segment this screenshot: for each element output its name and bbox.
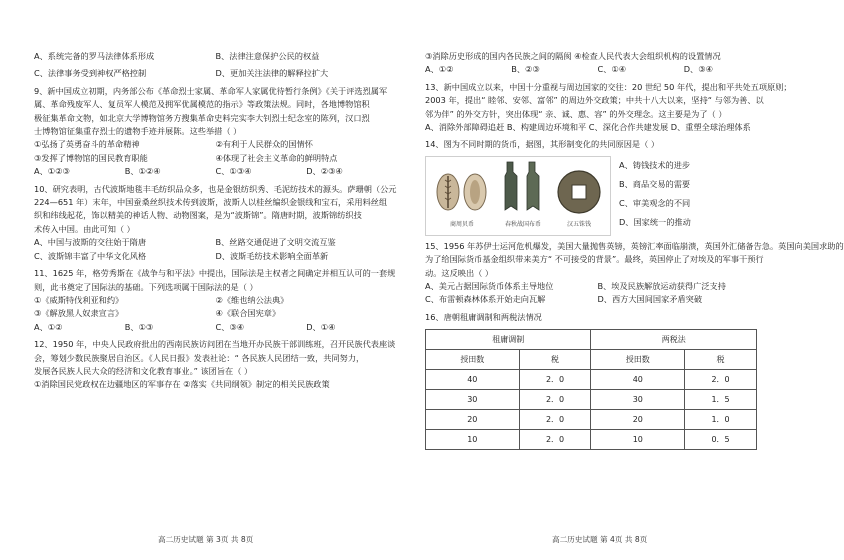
wuzhu-caption: 汉五铢钱 xyxy=(566,221,591,229)
q9-option-c: C、①③④ xyxy=(215,166,252,177)
q14-currency-figure xyxy=(425,156,611,236)
page-footer-right: 高二历史试题 第 4页 共 8页 xyxy=(552,535,648,544)
q11-option-d: D、①④ xyxy=(306,321,336,332)
q12-items: ①消除国民党政权在边疆地区的军事存在 ②落实《共同纲领》制定的相关民族政策 xyxy=(34,379,330,390)
q9-item-2: ②有利于人民群众的国情怀 xyxy=(215,139,313,150)
q11-item-1: ①《威斯特伐利亚和约》 xyxy=(34,294,124,305)
left-column xyxy=(34,50,397,392)
shell-currency-icon xyxy=(433,166,491,216)
q9-stem: 士博物馆征集重存烈士的遗物手迹并展陈。这些举措（ ） xyxy=(34,126,242,137)
q11-item-2: ②《维也纳公法典》 xyxy=(215,294,289,305)
table-cell: 40 xyxy=(426,370,520,390)
table-group-header xyxy=(426,330,757,350)
col-header: 授田数 xyxy=(426,350,520,370)
q11-options-row xyxy=(34,321,397,334)
q10-option-c: C、波斯锦丰富了中华文化风格 xyxy=(34,250,147,261)
q12-option-d: D、③④ xyxy=(683,64,713,75)
shell-caption: 商周贝币 xyxy=(449,221,474,229)
group-liangshuifa: 两税法 xyxy=(591,330,757,350)
wuzhu-coin xyxy=(555,168,603,231)
q12-stem: 发展各民族人民大众的经济和文化教育事业。” 该团旨在（ ） xyxy=(34,365,253,376)
q8-options-row xyxy=(34,50,397,63)
q8-option-d: D、更加关注法律的解释拉扩大 xyxy=(215,68,329,79)
q9-option-b: B、①②④ xyxy=(124,166,161,177)
q9-option-a: A、①②③ xyxy=(34,166,70,177)
spade-currency-icon xyxy=(497,158,549,216)
q11-items-row xyxy=(34,294,397,307)
q10-stem: 224—651 年）末年，中国蚕桑丝织技术传到波斯，波斯人以桂丝编织金银线和宝石，采用料丝组 xyxy=(34,197,388,208)
spade-caption: 春秋战国布币 xyxy=(504,221,541,229)
q8-option-a: A、系统完备的罗马法律体系形成 xyxy=(34,51,155,61)
q10-options-row xyxy=(34,250,397,263)
q9-stem: 9、新中国成立初期，内务部公布《革命烈士家属、革命军人家属优待暂行条例》《关于评选烈属军 xyxy=(34,85,388,96)
table-cell: 10 xyxy=(591,430,685,450)
q15-stem: 15、1956 年苏伊士运河危机爆发，美国大量抛售英镑，英镑汇率面临崩溃，英国外汇储备告急。英国向美国求助的 xyxy=(425,240,844,251)
q9-options-row xyxy=(34,165,397,178)
shell-coin xyxy=(433,166,491,231)
q13-stem: 邻为伴” 的外交方针，突出体现“ 亲、诚、惠、容” 的外交理念。这主要是为了（ ） xyxy=(425,108,727,119)
q11-items-row xyxy=(34,307,397,320)
q14-option-a: A、铸钱技术的进步 xyxy=(619,159,691,170)
q10-option-b: B、丝路交通促进了文明交流互鉴 xyxy=(215,237,336,248)
q9-item-4: ④体现了社会主义革命的鲜明特点 xyxy=(215,152,338,163)
q12-option-c: C、①④ xyxy=(597,64,627,75)
spade-coin xyxy=(497,158,549,231)
q8-option-b: B、法律注意保护公民的权益 xyxy=(215,51,320,61)
q11-option-b: B、①③ xyxy=(124,321,154,332)
q15-option-b: B、埃及民族解放运动获得广泛支持 xyxy=(597,281,726,292)
table-cell: 2．0 xyxy=(519,410,591,430)
q12-option-b: B、②③ xyxy=(511,64,540,75)
table-cell: 2．0 xyxy=(519,370,591,390)
q10-option-d: D、波斯毛纺技术影响全面革新 xyxy=(215,250,329,261)
q9-items-row xyxy=(34,138,397,151)
q14-options xyxy=(619,156,691,232)
q8-options-row xyxy=(34,67,397,80)
table-col-header xyxy=(426,350,757,370)
q10-stem: 10、研究表明，古代波斯地毯丰毛纺织品众多，也是金银纺织秀、毛泥纺技术的源头。萨珊朝（公元 xyxy=(34,183,397,194)
q14-option-b: B、商品交易的需要 xyxy=(619,178,691,189)
q9-stem: 属、革命残废军人、复员军人模范及拥军优属模范的指示》等政策法规。同时，各地博物馆积 xyxy=(34,99,370,110)
q14-option-d: D、国家统一的推动 xyxy=(619,216,691,227)
table-cell: 0．5 xyxy=(685,430,757,450)
q13-stem: 13、新中国成立以来，中国十分重视与周边国家的交往：20 世纪 50 年代，提出和平共处五项原则； xyxy=(425,81,792,92)
q15-options-row xyxy=(425,280,770,293)
q10-option-a: A、中国与波斯的交往始于隋唐 xyxy=(34,237,147,248)
table-cell: 20 xyxy=(426,410,520,430)
col-header: 税 xyxy=(519,350,591,370)
q13-options: A、消除外部障碍追赶 B、构建周边环境和平 C、深化合作共建发展 D、重塑全球治理体系 xyxy=(425,122,751,133)
q10-stem: 术传入中国。由此可知（ ） xyxy=(34,223,135,234)
q16-title: 16、唐朝租庸调制和两税法情况 xyxy=(425,311,542,322)
q9-stem: 极征集革命文物，如北京大学博物馆务方搜集革命史料完实李大钊烈士纪念室的陈列，汉口烈 xyxy=(34,112,370,123)
table-cell: 2．0 xyxy=(519,390,591,410)
table-cell: 1．5 xyxy=(685,390,757,410)
table-cell: 40 xyxy=(591,370,685,390)
table-cell: 2．0 xyxy=(685,370,757,390)
q11-item-4: ④《联合国宪章》 xyxy=(215,308,281,319)
table-row xyxy=(426,390,757,410)
table-row xyxy=(426,410,757,430)
group-zuyongdiao: 租庸调制 xyxy=(426,330,591,350)
q9-option-d: D、②③④ xyxy=(306,166,343,177)
table-cell: 30 xyxy=(591,390,685,410)
table-row xyxy=(426,430,757,450)
q10-stem: 织和纬线起花，饰以精美的神话人物、动物图案，是为“波斯锦”。隋唐时期，波斯锦纺织技 xyxy=(34,210,362,221)
q15-option-c: C、布雷顿森林体系开始走向瓦解 xyxy=(425,294,546,305)
q9-item-1: ①弘扬了英勇奋斗的革命精神 xyxy=(34,139,140,150)
table-cell: 20 xyxy=(591,410,685,430)
q11-stem: 11、1625 年，格劳秀斯在《战争与和平法》中提出，国际法是主权者之间确定并相互认可的一套规 xyxy=(34,268,396,279)
q15-option-a: A、美元占据国际货币体系主导地位 xyxy=(425,281,554,292)
q11-option-c: C、③④ xyxy=(215,321,245,332)
q8-option-c: C、法律事务受到神权严格控制 xyxy=(34,68,147,79)
q15-option-d: D、西方大国间国家矛盾突破 xyxy=(597,294,703,305)
q11-item-3: ③《解放黑人奴隶宣言》 xyxy=(34,308,124,319)
q14-figure-row xyxy=(425,156,770,236)
right-column xyxy=(425,50,844,450)
q15-stem: 动。这反映出（ ） xyxy=(425,267,494,278)
q12-items-cont: ③消除历史形成的国内各民族之间的隔阂 ④检查人民代表大会组织机构的设置情况 xyxy=(425,51,721,61)
q12-option-a: A、①② xyxy=(425,64,454,75)
q12-stem: 12、1950 年，中央人民政府批出的西南民族访问团在当地开办民族干部训练班，召开民族代表座谈 xyxy=(34,339,396,350)
table-cell: 10 xyxy=(426,430,520,450)
q14-option-c: C、审美观念的不同 xyxy=(619,197,691,208)
q9-item-3: ③发挥了博物馆的国民教育职能 xyxy=(34,152,148,163)
table-cell: 30 xyxy=(426,390,520,410)
table-cell: 2．0 xyxy=(519,430,591,450)
col-header: 授田数 xyxy=(591,350,685,370)
q9-items-row xyxy=(34,152,397,165)
q10-options-row xyxy=(34,236,397,249)
q15-options-row xyxy=(425,293,770,306)
q11-stem: 则，此书奠定了国际法的基础。下列选项属于国际法的是（ ） xyxy=(34,281,258,292)
q11-option-a: A、①② xyxy=(34,321,63,332)
round-coin-icon xyxy=(555,168,603,216)
q12-options-row xyxy=(425,63,770,76)
col-header: 税 xyxy=(685,350,757,370)
page-footer-left: 高二历史试题 第 3页 共 8页 xyxy=(158,535,254,544)
q14-stem: 14、图为不同时期的货币，据图，其形制变化的共同原因是（ ） xyxy=(425,139,660,150)
table-row xyxy=(426,370,757,390)
q15-stem: 为了给国际货币基金组织带来美方“ 不可接受的背景”。最终，英国停止了对埃及的军事干预行 xyxy=(425,254,764,265)
table-cell: 1．0 xyxy=(685,410,757,430)
tax-table xyxy=(425,329,757,450)
q13-stem: 2003 年，提出“ 睦邻、安邻、富邻” 的周边外交政策；中共十八大以来，坚持“ 与邻为善、以 xyxy=(425,95,764,106)
q12-stem: 会，筹划少数民族聚居自治区。《人民日报》发表社论：“ 各民族人民团结一致，共同努力， xyxy=(34,352,365,363)
